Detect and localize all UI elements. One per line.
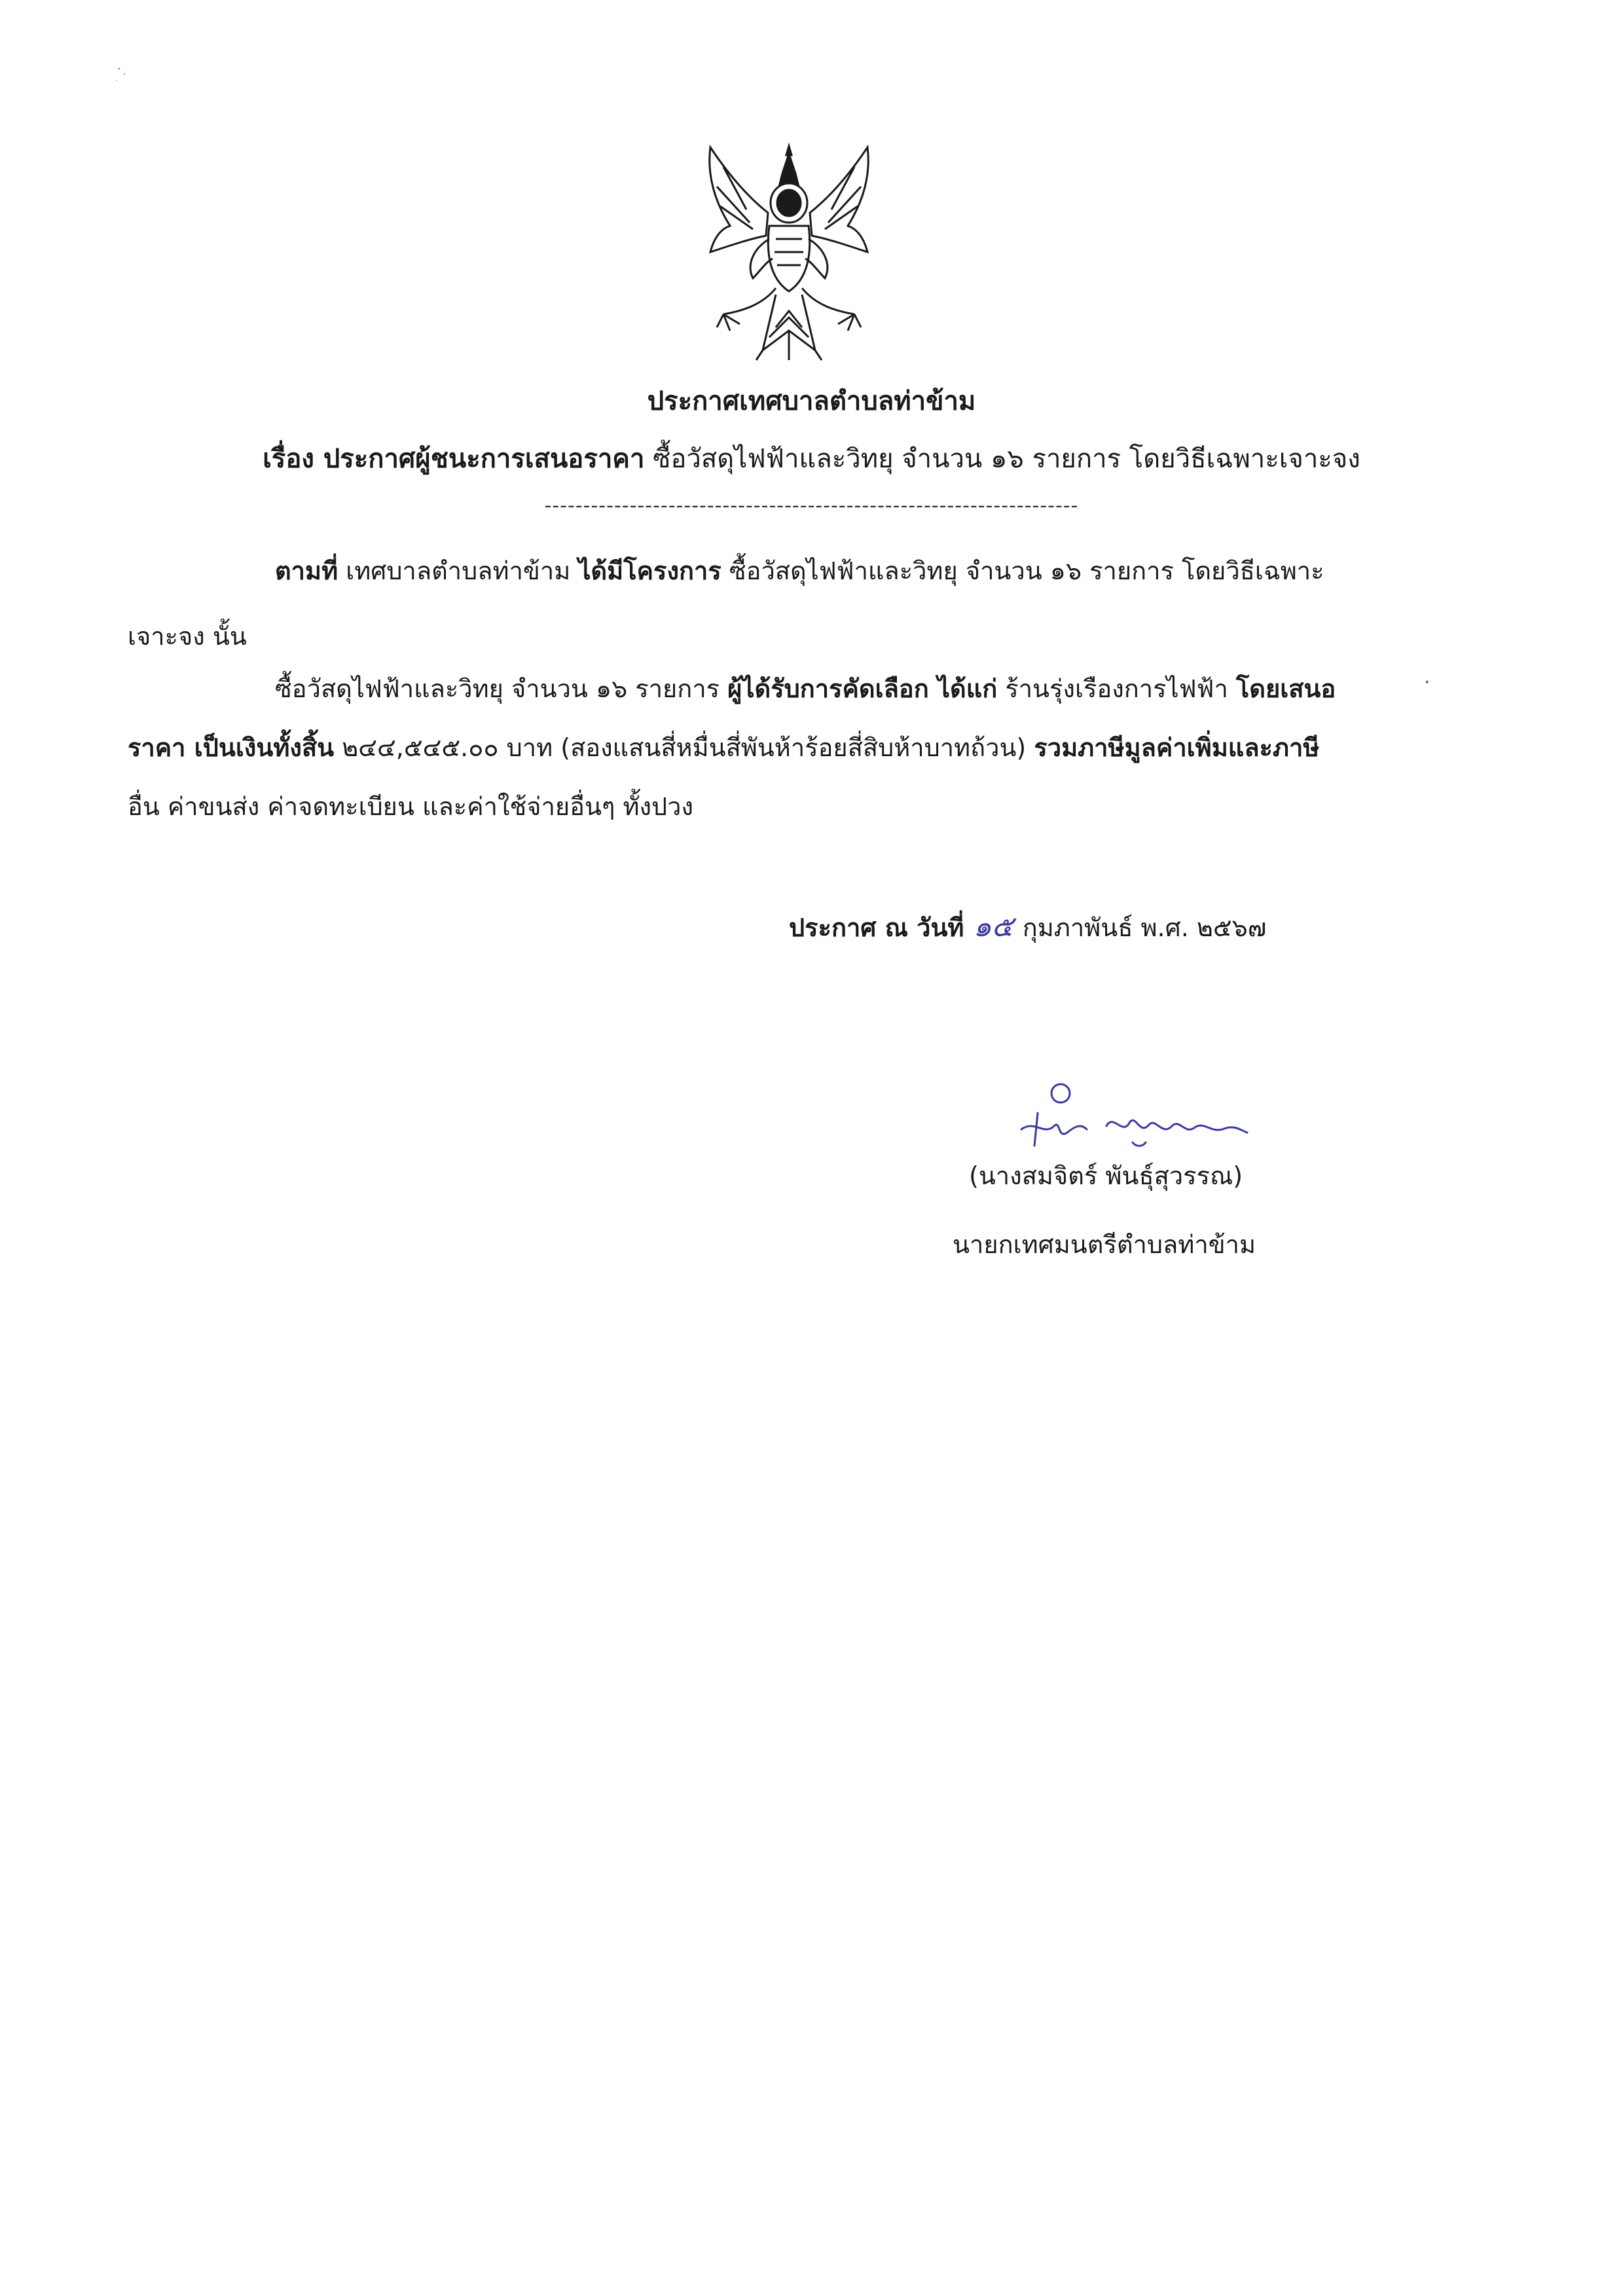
divider-line: --------------------------------------------------------------------- — [544, 494, 1079, 517]
paragraph-2-line-2 — [128, 727, 1319, 769]
announcement-subject — [0, 437, 1623, 479]
p1-phrase: เทศบาลตำบลท่าข้าม — [338, 556, 579, 585]
paragraph-2-line-3: อื่น ค่าขนส่ง ค่าจดทะเบียน และค่าใช้จ่ายอื่นๆ ทั้งปวง — [128, 792, 694, 821]
paragraph-1-line-1 — [275, 550, 1324, 592]
garuda-emblem-icon — [684, 141, 894, 363]
signatory-position: นายกเทศมนตรีตำบลท่าข้าม — [953, 1230, 1256, 1259]
announcement-title: ประกาศเทศบาลตำบลท่าข้าม — [647, 386, 976, 416]
p2-phrase: รวมภาษีมูลค่าเพิ่มและภาษี — [1034, 733, 1320, 762]
p1-phrase: ได้มีโครงการ — [578, 556, 721, 585]
p1-phrase: ตามที่ — [275, 556, 338, 585]
p2-phrase: ร้านรุ่งเรืองการไฟฟ้า — [997, 674, 1236, 703]
paragraph-1-line-2: เจาะจง นั้น — [128, 622, 247, 651]
subject-label: เรื่อง ประกาศผู้ชนะการเสนอราคา — [263, 444, 645, 474]
handwritten-signature — [1008, 1074, 1257, 1159]
date-label: ประกาศ ณ วันที่ — [789, 913, 964, 942]
p2-phrase: ผู้ได้รับการคัดเลือก ได้แก่ — [727, 674, 998, 703]
margin-mark: · — [1424, 671, 1431, 694]
scan-speck — [111, 62, 137, 88]
p2-phrase: ๒๔๔,๕๔๕.๐๐ บาท (สองแสนสี่หมื่นสี่พันห้าร้อยสี่สิบห้าบาทถ้วน) — [334, 733, 1034, 762]
p2-phrase: ราคา เป็นเงินทั้งสิ้น — [128, 733, 335, 762]
announcement-date — [789, 903, 1266, 949]
p2-phrase: ซื้อวัสดุไฟฟ้าและวิทยุ จำนวน ๑๖ รายการ — [275, 674, 728, 703]
date-month-year: กุมภาพันธ์ พ.ศ. ๒๕๖๗ — [1022, 913, 1267, 942]
p2-phrase: โดยเสนอ — [1235, 674, 1336, 703]
subject-text: ซื้อวัสดุไฟฟ้าและวิทยุ จำนวน ๑๖ รายการ โดยวิธีเฉพาะเจาะจง — [644, 444, 1360, 474]
signatory-name: (นางสมจิตร์ พันธุ์สุวรรณ) — [969, 1161, 1243, 1190]
paragraph-2-line-1 — [275, 668, 1336, 710]
p1-phrase: ซื้อวัสดุไฟฟ้าและวิทยุ จำนวน ๑๖ รายการ โดยวิธีเฉพาะ — [721, 556, 1324, 585]
date-day-handwritten: ๑๕ — [973, 910, 1013, 943]
